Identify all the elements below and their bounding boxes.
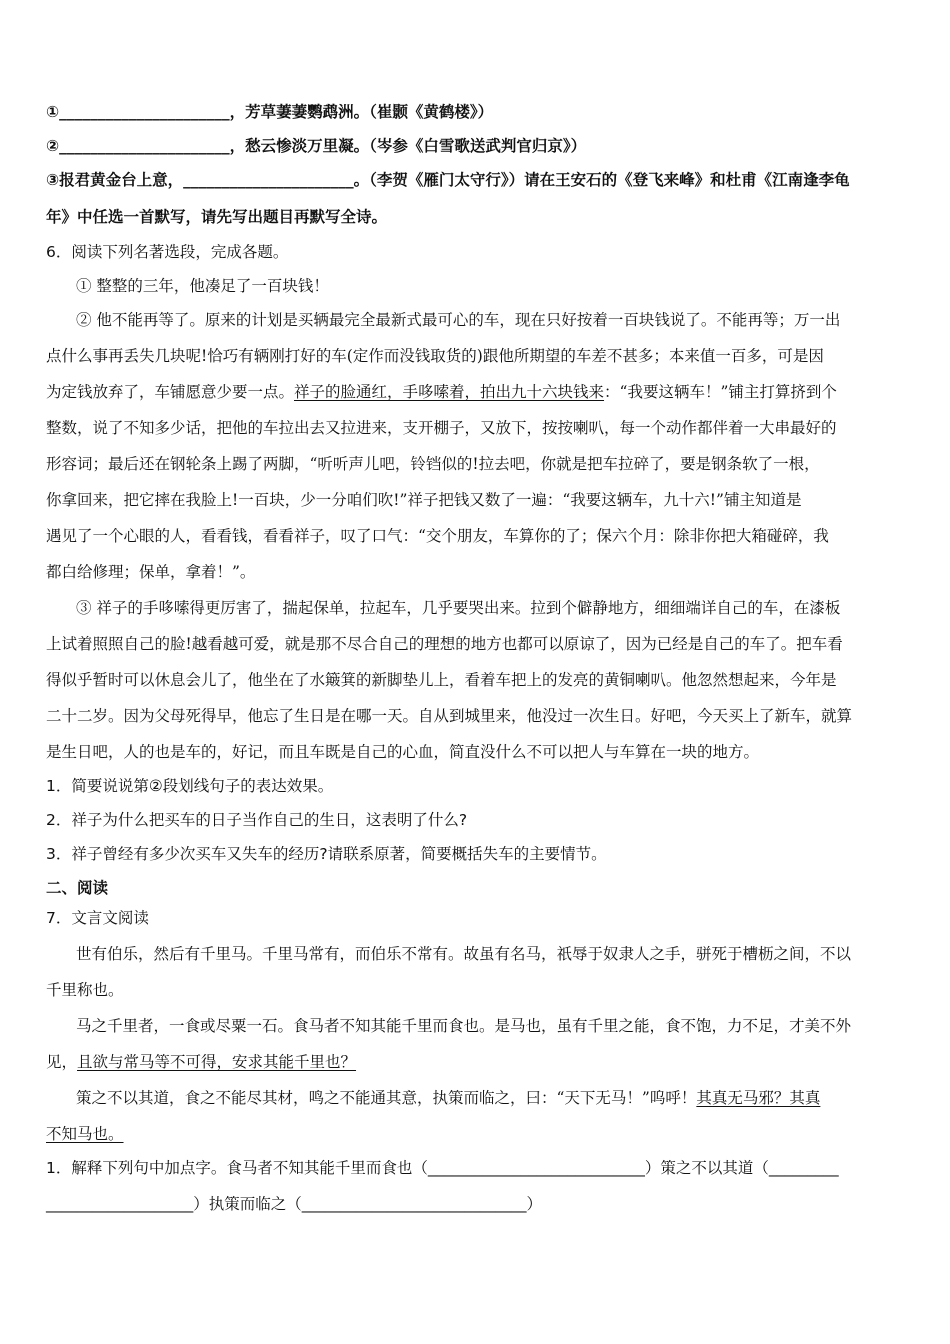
q6-para-3-line-2: 上试着照照自己的脸!越看越可爱，就是那不尽合自己的理想的地方也都可以原谅了，因为已经是自己的车了。把车看 xyxy=(46,635,843,653)
q6-para-2-line-2: 点什么事再丢失几块呢!恰巧有辆刚打好的车(定作而没钱取货的)跟他所期望的车差不甚多；本来值一百多，可是因 xyxy=(46,347,824,365)
underlined-sentence: 其真无马邪？其真 xyxy=(696,1089,821,1107)
q6-para-3-line-3: 得似乎暂时可以休息会儿了，他坐在了水簸箕的新脚垫儿上，看着车把上的发亮的黄铜喇叭。他忽然想起来，今年是 xyxy=(46,671,837,689)
q6-para-2-line-1: ② 他不能再等了。原来的计划是买辆最完全最新式最可心的车，现在只好按着一百块钱说了。不能再等；万一出 xyxy=(76,311,841,329)
q6-subquestion-1: 1．简要说说第②段划线句子的表达效果。 xyxy=(46,777,334,795)
q7-article-para-3-line-1: 策之不以其道，食之不能尽其材，鸣之不能通其意，执策而临之，曰：“天下无马！”呜呼！其真无马邪？其真 xyxy=(76,1089,821,1107)
q7-title: 7．文言文阅读 xyxy=(46,909,149,927)
poem-fill-line-3: ③报君黄金台上意，______________________。（李贺《雁门太守行》）请在王安石的《登飞来峰》和杜甫《江南逢李龟 xyxy=(46,171,850,189)
q6-para-1: ① 整整的三年，他凑足了一百块钱！ xyxy=(76,277,329,295)
q6-para-2-line-8: 都白给修理；保单，拿着！”。 xyxy=(46,563,256,581)
section-2-title: 二、阅读 xyxy=(46,879,109,897)
q6-para-3-line-1: ③ 祥子的手哆嗦得更厉害了，揣起保单，拉起车，几乎要哭出来。拉到个僻静地方，细细端详自己的车，在漆板 xyxy=(76,599,841,617)
q6-para-2-line-5: 形容词；最后还在钢轮条上踢了两脚，“听听声儿吧，铃铛似的!拉去吧，你就是把车拉碎了，要是钢条软了一根， xyxy=(46,455,820,473)
q7-article-para-1-line-2: 千里称也。 xyxy=(46,981,124,999)
underlined-sentence: 祥子的脸通红，手哆嗦着，拍出九十六块钱来 xyxy=(294,383,605,401)
q6-subquestion-3: 3．祥子曾经有多少次买车又失车的经历?请联系原著，简要概括失车的主要情节。 xyxy=(46,845,607,863)
underlined-sentence: 不知马也。 xyxy=(46,1125,124,1143)
q7-article-para-1-line-1: 世有伯乐，然后有千里马。千里马常有，而伯乐不常有。故虽有名马，祇辱于奴隶人之手，骈死于槽枥之间，不以 xyxy=(76,945,852,963)
q6-para-2-line-3: 为定钱放弃了，车铺愿意少要一点。祥子的脸通红，手哆嗦着，拍出九十六块钱来：“我要这辆车！”铺主打算挤到个 xyxy=(46,383,837,401)
underlined-sentence: 且欲与常马等不可得，安求其能千里也？ xyxy=(77,1053,357,1071)
q7-article-para-3-line-2 xyxy=(46,1124,124,1144)
q6-para-3-line-5: 是生日吧，人的也是车的，好记，而且车既是自己的心血，简直没什么不可以把人与车算在一块的地方。 xyxy=(46,743,760,761)
poem-fill-line-2: ②______________________，愁云惨淡万里凝。（岑参《白雪歌送武判官归京》） xyxy=(46,137,587,155)
q6-para-2-line-4: 整数，说了不知多少话，把他的车拉出去又拉进来，支开棚子，又放下，按按喇叭，每一个动作都伴着一大串最好的 xyxy=(46,419,837,437)
poem-fill-line-4: 年》中任选一首默写，请先写出题目再默写全诗。 xyxy=(46,208,388,226)
q7-subquestion-1-line-1: 1．解释下列句中加点字。食马者不知其能千里而食也（____________________________）策之不以其道（_________ xyxy=(46,1159,839,1177)
q6-title: 6．阅读下列名著选段，完成各题。 xyxy=(46,243,289,261)
q7-article-para-2-line-1: 马之千里者，一食或尽粟一石。食马者不知其能千里而食也。是马也，虽有千里之能，食不饱，力不足，才美不外 xyxy=(76,1017,852,1035)
poem-fill-line-1: ①______________________，芳草萋萋鹦鹉洲。（崔颢《黄鹤楼》） xyxy=(46,103,494,121)
q6-para-2-line-6: 你拿回来，把它摔在我脸上!一百块，少一分咱们吹!”祥子把钱又数了一遍：“我要这辆车，九十六!”铺主知道是 xyxy=(46,491,802,509)
q6-para-3-line-4: 二十二岁。因为父母死得早，他忘了生日是在哪一天。自从到城里来，他没过一次生日。好吧，今天买上了新车，就算 xyxy=(46,707,853,725)
q6-subquestion-2: 2．祥子为什么把买车的日子当作自己的生日，这表明了什么? xyxy=(46,811,468,829)
q7-subquestion-1-line-2: ___________________）执策而临之（_____________________________） xyxy=(46,1195,543,1213)
q6-para-2-line-7: 遇见了一个心眼的人，看看钱，看看祥子，叹了口气：“交个朋友，车算你的了；保六个月：除非你把大箱碰碎，我 xyxy=(46,527,829,545)
q7-article-para-2-line-2: 见，且欲与常马等不可得，安求其能千里也？ xyxy=(46,1053,357,1071)
